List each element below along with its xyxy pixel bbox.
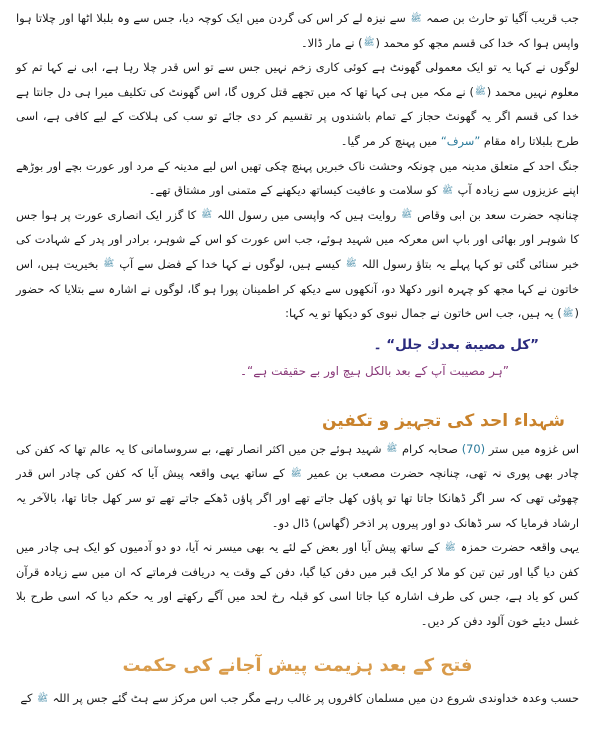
salutation-mark: ﷺ bbox=[562, 308, 574, 319]
text: جب قریب آگیا تو حارث بن صمہ bbox=[426, 11, 579, 25]
text: اس غزوہ میں ستر bbox=[488, 441, 580, 456]
text: لوگوں نے کہا یہ تو ایک معمولی گھونٹ ہے کوئی کاری زخم نہیں جس سے تو اس قدر چلا رہا ہے، ابی نے کہا تم کو معلوم نہیں محمد ( bbox=[16, 60, 579, 99]
text: خدا کی قسم مجھ کو محمد ( bbox=[375, 35, 514, 50]
salutation-mark: ﷺ bbox=[290, 468, 302, 479]
salutation-mark: ﷺ bbox=[37, 693, 48, 704]
section-heading-hikmat: فتح کے بعد ہزیمت پیش آجانے کی حکمت bbox=[122, 655, 473, 677]
text: روایت ہیں کہ واپسی میں رسول اللہ bbox=[217, 207, 397, 222]
salutation-mark: ﷺ bbox=[201, 210, 213, 221]
salutation-mark: ﷺ bbox=[401, 210, 413, 221]
paragraph-ansari-woman bbox=[16, 203, 579, 326]
text: کیسے ہیں، لوگوں نے کہا خدا کے فضل سے آپ bbox=[119, 256, 341, 271]
text: ) نے مار ڈالا۔ bbox=[301, 35, 363, 50]
section-heading-shuhada: شہداء احد کی تجہیز و تکفین bbox=[321, 410, 565, 431]
text: کے ساتھ پیش آیا اور بعض کے لئے یہ بھی میسر نہ آیا، دو دو آدمیوں کو ایک ہی چادر میں کفن دیا گیا اور تین تین کو ملا کر ایک قبر میں دفن کیا گیا، دفن کے وقت یہ دریافت فرماتے کہ ان میں سے زیادہ قرآن کس کو یاد ہے، جس کی طرف اشارہ کیا جاتا اسی کو قبلہ رخ لحد میں آگے رکھتے اور یہ حکم دیا کہ اسی طرح بلا غسل دیئے خون آلود دفن کر دیں۔ bbox=[16, 540, 579, 628]
salutation-mark: ﷺ bbox=[363, 38, 375, 49]
text: کو سلامت و عافیت کیساتھ دیکھنے کے متمنی اور مشتاق تھے۔ bbox=[148, 183, 438, 198]
text: ) نے مکہ میں ہی کہا تھا کہ میں تجھے قتل کروں گا، اس گھونٹ کی تکلیف میرا ہی دل جانتا ہے خدا کی قسم اگر یہ گھونٹ حجاز کے تمام باشندوں پر تقسیم کر دی جائے تو سب کی ہلاکت کے لیے کافی ہے، اسی طرح بلبلاتا راہ مقام bbox=[16, 84, 579, 148]
quote-translation: ”ہر مصیبت آپ کے بعد بالکل ہیچ اور بے حقیقت ہے“۔ bbox=[239, 363, 509, 378]
text: حسب وعدہ خداوندی شروع دن میں مسلمان کافروں پر غالب رہے مگر جب اس مرکز سے ہٹ گئے جس پر اللہ bbox=[52, 691, 579, 706]
text: صحابہ کرام bbox=[401, 441, 458, 456]
salutation-mark: ﷺ bbox=[345, 259, 357, 270]
martyr-count: (70) bbox=[461, 441, 486, 456]
quote-arabic: ”كل مصيبة بعدك جلل“ ۔ bbox=[373, 336, 539, 353]
salutation-mark: ﷺ bbox=[410, 13, 422, 24]
paragraph-hamzah bbox=[16, 535, 579, 633]
paragraph-seventy-martyrs bbox=[16, 437, 579, 535]
salutation-mark: ﷺ bbox=[103, 259, 115, 270]
text: چنانچہ حضرت سعد بن ابی وقاص bbox=[417, 207, 579, 222]
text: کے bbox=[20, 691, 33, 706]
paragraph-harith bbox=[16, 6, 579, 55]
text: شہید ہوئے جن میں اکثر انصار تھے، بے سروسامانی کا یہ عالم تھا کہ کفن کی چادر بھی پوری نہ تھی، چنانچہ حضرت مصعب بن عمیر bbox=[16, 441, 580, 481]
text: یہی واقعہ حضرت حمزہ bbox=[460, 540, 579, 555]
text: جنگ احد کے متعلق مدینہ میں چونکہ وحشت ناک خبریں پہنچ چکی تھیں اس لیے مدینہ کے مرد اور عورت بچے اور بوڑھے اپنے عزیزوں سے زیادہ آپ bbox=[16, 158, 579, 198]
salutation-mark: ﷺ bbox=[386, 444, 398, 455]
text: سے نیزہ لے کر اس کی گردن میں ایک کوچہ دیا، جس سے وہ بلبلا اٹھا اور چلاتا ہوا واپس ہوا کہ bbox=[16, 11, 579, 50]
text: کا گزر ایک انصاری عورت پر ہوا جس کا شوہر اور بھائی اور باپ اس معرکہ میں شہید ہوئے، جب اس عورت کو اس کے شوہر، برادر اور پدر کے شہادت کی خبر سنائی گئی تو کہا پہلے یہ بتاؤ رسول اللہ bbox=[16, 207, 580, 271]
salutation-mark: ﷺ bbox=[442, 185, 454, 196]
paragraph-ubayy bbox=[16, 55, 579, 153]
salutation-mark: ﷺ bbox=[474, 87, 486, 98]
paragraph-madinah-news bbox=[16, 154, 579, 203]
paragraph-divine-promise bbox=[16, 686, 579, 711]
salutation-mark: ﷺ bbox=[444, 542, 456, 553]
text: ) یہ ہیں، جب اس خاتون نے جمال نبوی کو دیکھا تو یہ کہا: bbox=[285, 306, 562, 321]
text: میں پہنچ کر مر گیا۔ bbox=[340, 133, 438, 148]
text: کے ساتھ یہی واقعہ پیش آیا کہ کفن کی چادر اس قدر چھوٹی تھی کہ سر اگر ڈھانکا جاتا تھا تو پاؤں کھل جاتے تھے اور اگر پاؤں ڈھکے جاتے تھے تو سر کھل جاتا تھا، بالآخر یہ ارشاد فرمایا کہ سر ڈھانک دو اور پیروں پر اذخر (گھاس) ڈال دو۔ bbox=[16, 466, 579, 530]
text: بخیریت ہیں، اس خاتون نے کہا مجھ کو چہرہ انور دکھلا دو، آنکھوں سے دیکھ کر اطمینان پورا ہو گا، لوگوں نے اشارہ سے بتلایا کہ حضور ( bbox=[16, 256, 579, 321]
place-name: ”سرف“ bbox=[440, 133, 481, 148]
